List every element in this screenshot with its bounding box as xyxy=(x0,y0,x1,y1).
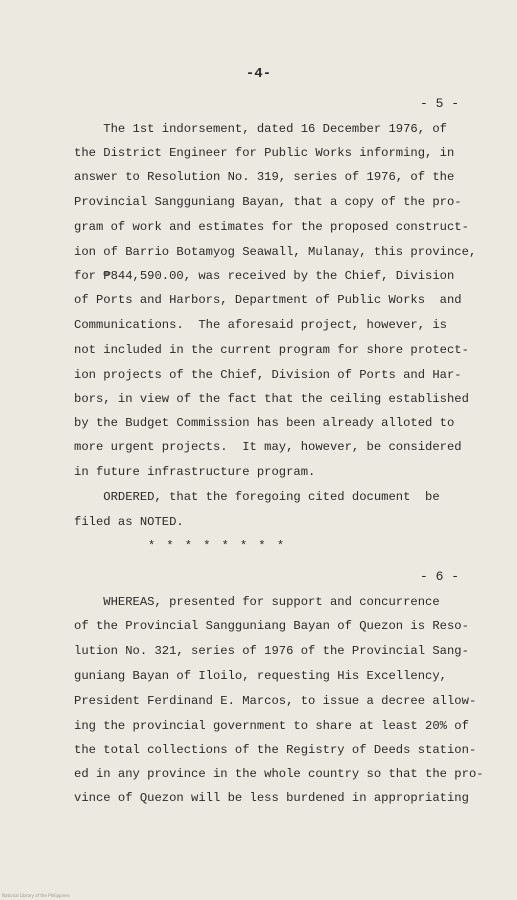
section-number-6: - 6 - xyxy=(419,569,459,584)
text-line: the District Engineer for Public Works informing, in xyxy=(74,146,455,160)
text-line: President Ferdinand E. Marcos, to issue a decree allow- xyxy=(74,694,477,708)
text-line: of the Provincial Sangguniang Bayan of Quezon is Reso- xyxy=(74,619,469,633)
text-line: of Ports and Harbors, Department of Public Works and xyxy=(74,293,462,307)
page-number: -4- xyxy=(245,66,272,82)
text-line: ORDERED, that the foregoing cited document be xyxy=(74,490,440,504)
text-line: in future infrastructure program. xyxy=(74,465,316,479)
footer-note: National Library of the Philippines xyxy=(2,893,70,898)
section-separator: * * * * * * * * xyxy=(148,539,287,553)
text-line: vince of Quezon will be less burdened in appropriating xyxy=(74,791,469,805)
text-line: WHEREAS, presented for support and concurrence xyxy=(74,595,440,609)
text-line: ion projects of the Chief, Division of Ports and Har- xyxy=(74,368,462,382)
text-line: guniang Bayan of Iloilo, requesting His Excellency, xyxy=(74,669,447,683)
section-number-5: - 5 - xyxy=(419,96,459,111)
text-line: by the Budget Commission has been already alloted to xyxy=(74,416,455,430)
text-line: gram of work and estimates for the proposed construct- xyxy=(74,220,469,234)
text-line: answer to Resolution No. 319, series of 1976, of the xyxy=(74,170,455,184)
text-line: ed in any province in the whole country so that the pro- xyxy=(74,767,484,781)
text-line: The 1st indorsement, dated 16 December 1976, of xyxy=(74,122,447,136)
text-line: ion of Barrio Botamyog Seawall, Mulanay, this province, xyxy=(74,245,477,259)
text-line: lution No. 321, series of 1976 of the Provincial Sang- xyxy=(74,644,469,658)
text-line: bors, in view of the fact that the ceiling established xyxy=(74,392,469,406)
text-line: not included in the current program for shore protect- xyxy=(74,343,469,357)
text-line: the total collections of the Registry of Deeds station- xyxy=(74,743,477,757)
text-line: Provincial Sangguniang Bayan, that a copy of the pro- xyxy=(74,195,462,209)
text-line: Communications. The aforesaid project, however, is xyxy=(74,318,447,332)
text-line: ing the provincial government to share at least 20% of xyxy=(74,719,469,733)
text-line: more urgent projects. It may, however, be considered xyxy=(74,440,462,454)
text-line: for ₱844,590.00, was received by the Chief, Division xyxy=(74,269,455,283)
text-line: filed as NOTED. xyxy=(74,515,184,529)
